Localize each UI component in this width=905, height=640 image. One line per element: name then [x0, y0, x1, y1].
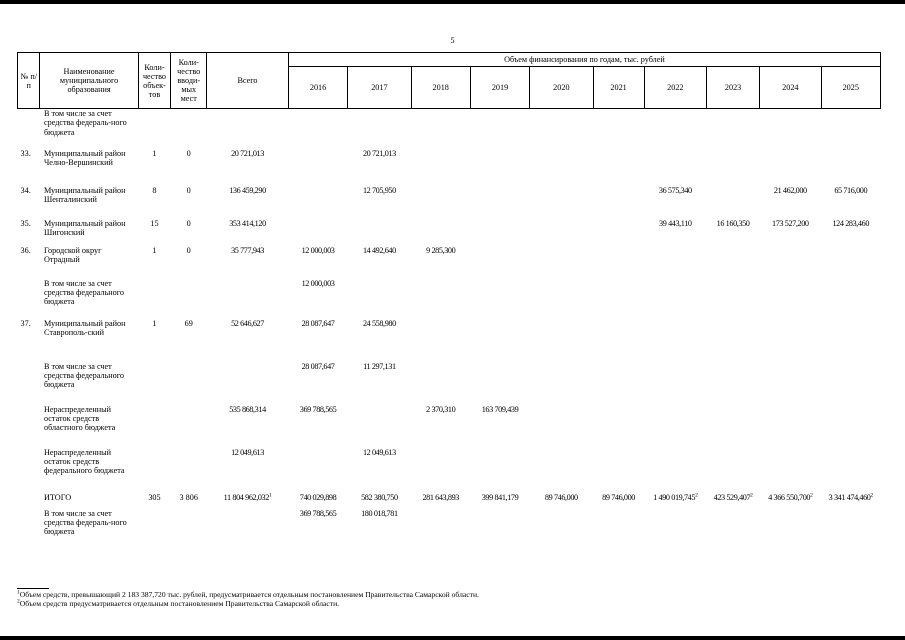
- year-value-2016: 12 000,003: [301, 245, 335, 255]
- year-value-2020: [530, 149, 593, 186]
- year-value-2024: [760, 246, 821, 279]
- year-value-2024: 173 527,200: [772, 218, 809, 228]
- year-value-2016: 740 029,898: [299, 492, 337, 502]
- year-value-2021: [593, 246, 644, 279]
- year-value-2018: [411, 509, 470, 549]
- places-count: 0: [186, 245, 191, 255]
- header-financing: Объем финансирования по годам, тыс. рублей: [288, 53, 880, 67]
- municipality-name: Городской округ Отрадный: [43, 245, 102, 264]
- municipality-name: ИТОГО: [43, 492, 72, 502]
- year-value-2022: [644, 448, 706, 493]
- header-num: № п/п: [18, 53, 40, 109]
- places-count: 0: [186, 185, 191, 195]
- total-value: 52 646,627: [231, 318, 264, 328]
- year-value-2025: [821, 448, 881, 493]
- year-value-2022-value: 1 490 019,745: [653, 492, 696, 502]
- year-value-2023: [707, 186, 760, 219]
- year-value-2020: [530, 362, 593, 405]
- year-value-2020: [530, 405, 593, 448]
- year-value-2021: [593, 219, 644, 246]
- row-number: 33.: [20, 148, 31, 158]
- year-value-2023-value: 423 529,407: [713, 492, 751, 502]
- year-value-2018: [411, 319, 470, 362]
- year-value-2019: 163 709,439: [481, 404, 519, 414]
- places-count: 0: [186, 148, 191, 158]
- year-value-2022: 36 575,340: [658, 185, 692, 195]
- year-value-2025: [821, 493, 881, 509]
- year-value-2024: [760, 405, 821, 448]
- year-value-2024: 21 462,000: [773, 185, 807, 195]
- header-objects: Коли-чество объек-тов: [138, 53, 171, 109]
- year-value-2023: [707, 246, 760, 279]
- table-row: [18, 509, 881, 549]
- year-value-2020: [530, 319, 593, 362]
- year-value-2023: [707, 109, 760, 149]
- year-value-2021: 89 746,000: [602, 492, 636, 502]
- year-value-2016: 28 087,647: [301, 361, 335, 371]
- objects-count: 305: [148, 492, 161, 502]
- year-value-2020: [530, 279, 593, 319]
- year-value-2024: [760, 149, 821, 186]
- year-value-2022: [644, 109, 706, 149]
- year-value-2018: [411, 149, 470, 186]
- table-row: [18, 109, 881, 149]
- year-value-2025: [821, 509, 881, 549]
- year-value-2019: [470, 509, 529, 549]
- year-value-2024: [760, 362, 821, 405]
- total-value: [207, 109, 289, 149]
- total-value: 35 777,943: [231, 245, 264, 255]
- year-value-2020: [530, 246, 593, 279]
- year-value-2019: [470, 109, 529, 149]
- municipality-name: Муниципальный район Ставрополь-ский: [43, 318, 126, 337]
- total-value: 535 868,314: [229, 404, 266, 414]
- year-value-2025: [821, 319, 881, 362]
- year-value-2025-value: 3 341 474,460: [828, 492, 871, 502]
- year-value-2019: [470, 362, 529, 405]
- year-value-2023: [707, 509, 760, 549]
- footnote-ref: 2: [695, 491, 698, 498]
- table-row: [18, 493, 881, 509]
- year-value-2022: [644, 319, 706, 362]
- places-count: [171, 448, 207, 493]
- places-count: 69: [184, 318, 193, 328]
- footnote-mark: 2: [17, 598, 20, 605]
- year-value-2017: [348, 279, 411, 319]
- footnote-text: Объем средств предусматривается отдельным постановлением Правительства Самарской области.: [19, 599, 340, 609]
- footnote-rule: [17, 588, 49, 589]
- header-year: 2023: [707, 67, 760, 109]
- year-value-2025: [821, 246, 881, 279]
- year-value-2017: 180 018,781: [361, 508, 398, 518]
- year-value-2025: [821, 109, 881, 149]
- financing-table: [17, 52, 881, 549]
- year-value-2023: [707, 493, 760, 509]
- row-number: 35.: [20, 218, 31, 228]
- year-value-2019: [470, 186, 529, 219]
- year-value-2024: [760, 279, 821, 319]
- places-count: 3 806: [179, 492, 198, 502]
- header-year: 2022: [644, 67, 706, 109]
- footnote-ref: 2: [870, 491, 873, 498]
- year-value-2017: 12 705,950: [362, 185, 396, 195]
- footnote-ref: 1: [268, 491, 272, 498]
- year-value-2020: [530, 219, 593, 246]
- header-year: 2016: [288, 67, 347, 109]
- municipality-name: В том числе за счет средства федераль-ного бюджета: [43, 508, 127, 537]
- municipality-name: Муниципальный район Челно-Вершинский: [43, 148, 126, 167]
- page-number: 5: [450, 36, 455, 45]
- footnote-mark: 1: [17, 589, 20, 596]
- year-value-2018: [411, 279, 470, 319]
- year-value-2016: [288, 186, 347, 219]
- year-value-2025: [821, 405, 881, 448]
- year-value-2021: [593, 186, 644, 219]
- objects-count: [138, 109, 171, 149]
- row-number: [18, 493, 40, 509]
- year-value-2021: [593, 362, 644, 405]
- year-value-2019: [470, 149, 529, 186]
- total-value: [207, 493, 289, 509]
- year-value-2024: [760, 448, 821, 493]
- year-value-2018: 9 285,300: [426, 245, 456, 255]
- year-value-2021: [593, 509, 644, 549]
- year-value-2019: 399 841,179: [481, 492, 519, 502]
- year-value-2023: 16 160,350: [716, 218, 750, 228]
- year-value-2017: 20 721,013: [362, 148, 396, 158]
- objects-count: [138, 405, 171, 448]
- header-year: 2020: [530, 67, 593, 109]
- row-number: [18, 109, 40, 149]
- year-value-2017: [348, 109, 411, 149]
- header-year: 2021: [593, 67, 644, 109]
- year-value-2018: 281 643,893: [422, 492, 459, 502]
- places-count: [171, 109, 207, 149]
- year-value-2025: [821, 362, 881, 405]
- header-places: Коли-чество вводи-мых мест: [171, 53, 207, 109]
- year-value-2022: [644, 493, 706, 509]
- objects-count: [138, 448, 171, 493]
- year-value-2020: 89 746,000: [544, 492, 578, 502]
- footnote-text: Объем средств, превышающий 2 183 387,720 тыс. рублей, предусматривается отдельным постановлением Правительства Самарской области.: [19, 590, 479, 599]
- year-value-2016: [288, 219, 347, 246]
- year-value-2025: [821, 149, 881, 186]
- year-value-2025: 65 716,000: [834, 185, 868, 195]
- year-value-2020: [530, 186, 593, 219]
- municipality-name: В том числе за счет средства федераль-ного бюджета: [43, 109, 127, 137]
- year-value-2018: 2 370,310: [426, 404, 456, 414]
- header-year: 2019: [470, 67, 529, 109]
- row-number: [18, 448, 40, 493]
- table-row: [18, 149, 881, 186]
- header-year: 2025: [821, 67, 881, 109]
- places-count: [171, 279, 207, 319]
- year-value-2022: [644, 279, 706, 319]
- year-value-2021: [593, 448, 644, 493]
- total-value: 353 414,120: [229, 218, 266, 228]
- table-row: [18, 405, 881, 448]
- municipality-name: Муниципальный район Шигонский: [43, 218, 126, 237]
- year-value-2017: 14 492,640: [362, 245, 396, 255]
- municipality-name: В том числе за счет средства федерального бюджета: [43, 361, 125, 390]
- municipality-name: Нераспределенный остаток средств областного бюджета: [43, 404, 116, 433]
- municipality-name: В том числе за счет средства федерального бюджета: [43, 278, 125, 307]
- table-row: [18, 219, 881, 246]
- objects-count: [138, 362, 171, 405]
- footnote-1: [17, 590, 881, 599]
- year-value-2021: [593, 109, 644, 149]
- year-value-2017: 24 558,980: [362, 318, 396, 328]
- year-value-2017: 12 049,613: [362, 447, 396, 457]
- municipality-name: Нераспределенный остаток средств федерального бюджета: [43, 447, 125, 476]
- table-row: [18, 319, 881, 362]
- year-value-2017: 11 297,131: [363, 361, 396, 371]
- year-value-2022: [644, 509, 706, 549]
- year-value-2019: [470, 319, 529, 362]
- year-value-2017: 582 380,750: [361, 492, 398, 502]
- year-value-2020: [530, 448, 593, 493]
- year-value-2023: [707, 319, 760, 362]
- row-number: [18, 279, 40, 319]
- footnote-ref: 2: [810, 491, 813, 498]
- year-value-2024: [760, 493, 821, 509]
- year-value-2016: [288, 149, 347, 186]
- year-value-2019: [470, 246, 529, 279]
- table-row: [18, 448, 881, 493]
- year-value-2020: [530, 109, 593, 149]
- objects-count: 15: [150, 218, 159, 228]
- total-value: [207, 362, 289, 405]
- year-value-2022: [644, 149, 706, 186]
- year-value-2016: [288, 448, 347, 493]
- year-value-2025: 124 283,460: [832, 218, 870, 228]
- places-count: [171, 362, 207, 405]
- year-value-2023: [707, 362, 760, 405]
- municipality-name: Муниципальный район Шенталинский: [43, 185, 126, 204]
- year-value-2021: [593, 405, 644, 448]
- bottom-border: [0, 636, 905, 640]
- header-total: Всего: [207, 53, 289, 109]
- year-value-2021: [593, 149, 644, 186]
- footnotes: [17, 590, 881, 608]
- objects-count: 1: [152, 318, 157, 328]
- header-year: 2018: [411, 67, 470, 109]
- year-value-2016: 369 788,565: [299, 508, 337, 518]
- objects-count: 1: [152, 245, 157, 255]
- year-value-2023: [707, 279, 760, 319]
- year-value-2016: 12 000,003: [301, 278, 335, 288]
- header-name: Наименование муниципального образования: [40, 53, 138, 109]
- objects-count: [138, 279, 171, 319]
- top-border: [0, 0, 905, 4]
- year-value-2021: [593, 319, 644, 362]
- total-value: [207, 279, 289, 319]
- year-value-2022: [644, 405, 706, 448]
- year-value-2022: 39 443,110: [659, 218, 692, 228]
- row-number: 36.: [20, 245, 31, 255]
- table-row: [18, 362, 881, 405]
- year-value-2024-value: 4 366 550,700: [768, 492, 811, 502]
- total-value-value: 11 804 962,032: [223, 492, 269, 502]
- row-number: [18, 362, 40, 405]
- year-value-2022: [644, 246, 706, 279]
- places-count: [171, 405, 207, 448]
- year-value-2020: [530, 509, 593, 549]
- year-value-2017: [348, 405, 411, 448]
- year-value-2021: [593, 279, 644, 319]
- year-value-2023: [707, 149, 760, 186]
- year-value-2018: [411, 448, 470, 493]
- year-value-2016: 369 788,565: [299, 404, 337, 414]
- year-value-2017: [348, 219, 411, 246]
- year-value-2016: [288, 109, 347, 149]
- year-value-2022: [644, 362, 706, 405]
- row-number: [18, 405, 40, 448]
- footnote-2: [17, 599, 881, 608]
- places-count: [171, 509, 207, 549]
- year-value-2016: 28 087,647: [301, 318, 335, 328]
- table-row: [18, 186, 881, 219]
- objects-count: 8: [152, 185, 157, 195]
- row-number: 37.: [20, 318, 31, 328]
- year-value-2019: [470, 448, 529, 493]
- total-value: 136 459,290: [229, 185, 266, 195]
- row-number: [18, 509, 40, 549]
- total-value: 20 721,013: [231, 148, 264, 158]
- objects-count: 1: [152, 148, 157, 158]
- year-value-2023: [707, 448, 760, 493]
- header-year: 2017: [348, 67, 411, 109]
- objects-count: [138, 509, 171, 549]
- total-value: 12 049,613: [231, 447, 264, 457]
- year-value-2024: [760, 109, 821, 149]
- total-value: [207, 509, 289, 549]
- year-value-2019: [470, 219, 529, 246]
- row-number: 34.: [20, 185, 31, 195]
- year-value-2018: [411, 186, 470, 219]
- table-row: [18, 279, 881, 319]
- year-value-2024: [760, 319, 821, 362]
- year-value-2025: [821, 279, 881, 319]
- table-row: [18, 246, 881, 279]
- year-value-2023: [707, 405, 760, 448]
- places-count: 0: [186, 218, 191, 228]
- footnote-ref: 2: [750, 491, 753, 498]
- year-value-2024: [760, 509, 821, 549]
- year-value-2018: [411, 219, 470, 246]
- header-year: 2024: [760, 67, 821, 109]
- year-value-2019: [470, 279, 529, 319]
- year-value-2018: [411, 362, 470, 405]
- year-value-2018: [411, 109, 470, 149]
